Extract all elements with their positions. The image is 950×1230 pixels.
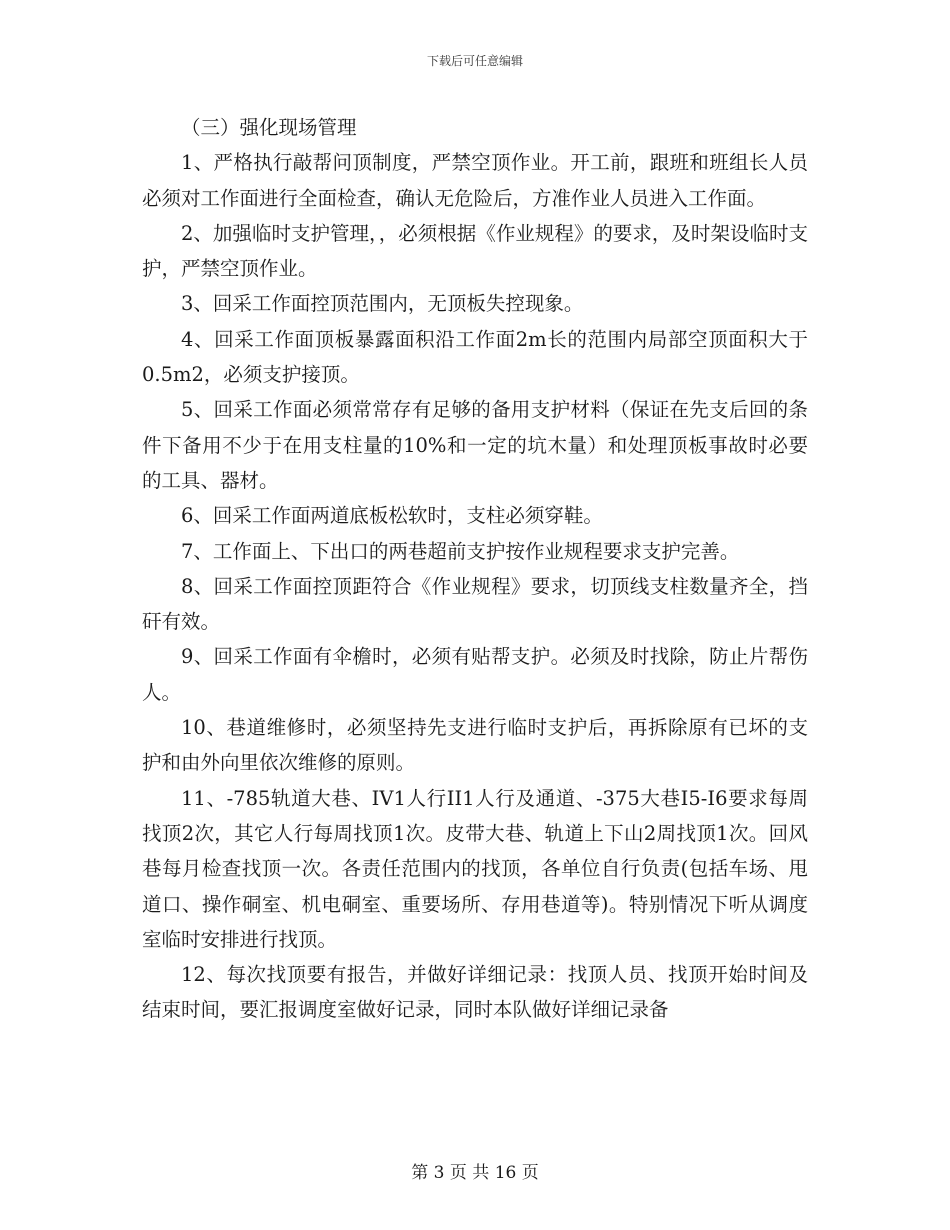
- paragraph: 5、回采工作面必须常常存有足够的备用支护材料（保证在先支后回的条件下备用不少于在用支柱量的10%和一定的坑木量）和处理顶板事故时必要的工具、器材。: [142, 398, 808, 492]
- paragraph: 9、回采工作面有伞檐时，必须有贴帮支护。必须及时找除，防止片帮伤人。: [142, 645, 808, 704]
- paragraph: 7、工作面上、下出口的两巷超前支护按作业规程要求支护完善。: [181, 539, 740, 563]
- paragraph: 10、巷道维修时，必须坚持先支进行临时支护后，再拆除原有已坏的支护和由外向里依次维修的原则。: [142, 716, 808, 775]
- page-footer: 第 3 页 共 16 页: [411, 1163, 539, 1183]
- paragraph: 3、回采工作面控顶范围内，无顶板失控现象。: [181, 292, 584, 316]
- paragraph: 8、回采工作面控顶距符合《作业规程》要求，切顶线支柱数量齐全，挡矸有效。: [142, 574, 808, 634]
- paragraph: 6、回采工作面两道底板松软时，支柱必须穿鞋。: [181, 504, 603, 528]
- paragraph: 12、每次找顶要有报告，并做好详细记录：找顶人员、找顶开始时间及结束时间，要汇报调度室做好记录，同时本队做好详细记录备: [142, 963, 808, 1022]
- page-header: 下载后可任意编辑: [426, 54, 523, 68]
- paragraph: 2、加强临时支护管理，，必须根据《作业规程》的要求，及时架设临时支护，严禁空顶作业。: [142, 221, 808, 281]
- paragraph: 11、-785轨道大巷、IV1人行II1人行及通道、-375大巷I5-I6要求每周找顶2次，其它人行每周找顶1次。皮带大巷、轨道上下山2周找顶1次。回风巷每月检查找顶一次。各责任范围内的找顶，各单位自行负责(包括车场、甩道口、操作硐室、机电硐室、重要场所、存用巷道等)。特别情况下听从调度室临时安排进行找顶。: [142, 786, 808, 951]
- paragraph: 1、严格执行敲帮问顶制度，严禁空顶作业。开工前，跟班和班组长人员必须对工作面进行全面检查，确认无危险后，方准作业人员进入工作面。: [142, 151, 808, 210]
- paragraph: 4、回采工作面顶板暴露面积沿工作面2m长的范围内局部空顶面积大于0.5m2，必须支护接顶。: [142, 327, 808, 387]
- section-heading: （三）强化现场管理: [181, 116, 357, 139]
- document-body: [142, 110, 808, 1028]
